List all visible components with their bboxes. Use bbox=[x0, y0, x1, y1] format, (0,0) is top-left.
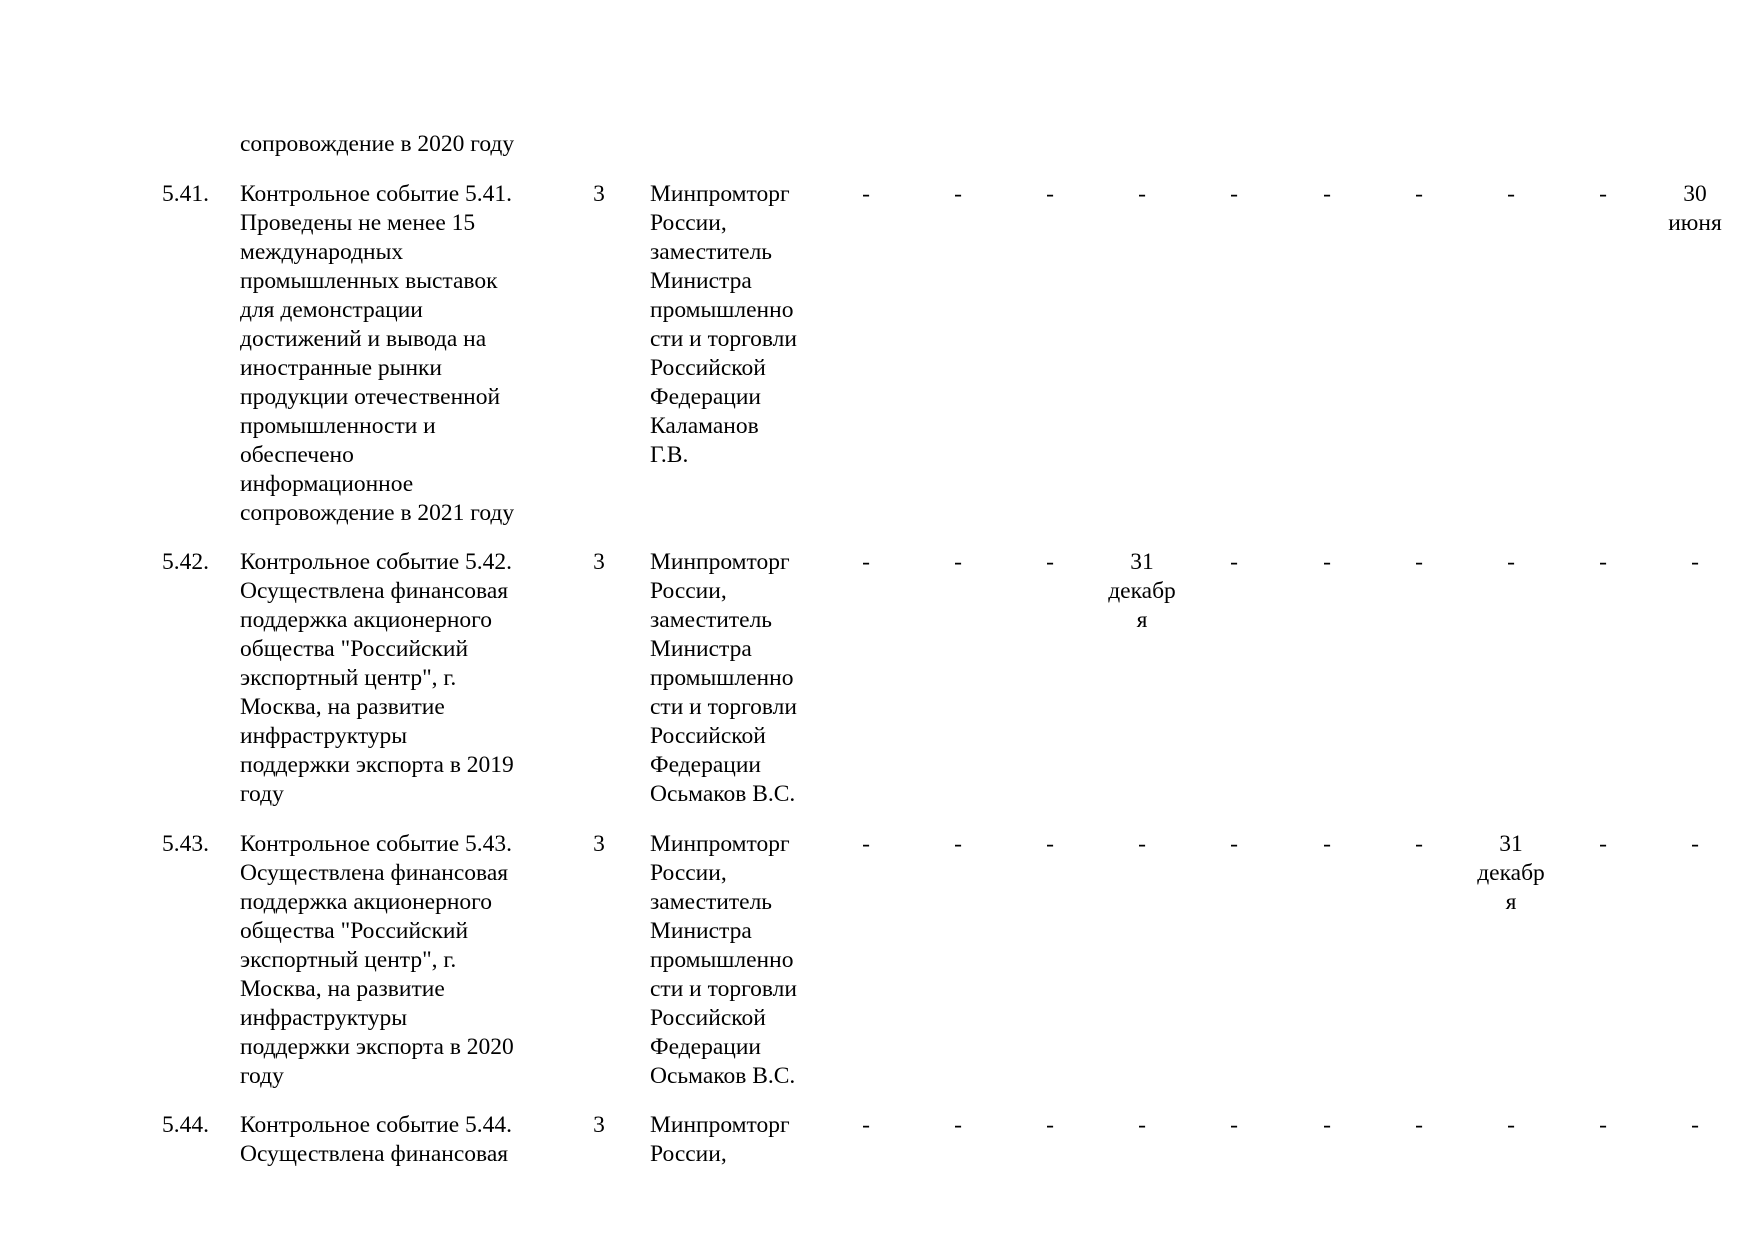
quarter-deadline bbox=[1097, 548, 1187, 635]
quarter-deadline bbox=[1282, 548, 1372, 577]
text-line: - bbox=[1046, 549, 1054, 575]
text-line: Москва, на развитие bbox=[240, 694, 445, 720]
text-line: достижений и вывода на bbox=[240, 326, 487, 352]
text-line: экспортный центр", г. bbox=[240, 947, 457, 973]
text-line: обеспечено bbox=[240, 442, 354, 468]
quarter-deadline bbox=[1005, 830, 1095, 859]
text-line: сопровождение в 2021 году bbox=[240, 500, 515, 526]
quarter-deadline bbox=[1282, 180, 1372, 209]
text-line: - bbox=[1691, 1112, 1699, 1138]
text-line: - bbox=[1323, 1112, 1331, 1138]
text-line: - bbox=[1046, 831, 1054, 857]
responsible-executor bbox=[650, 1111, 830, 1169]
text-line: России, bbox=[650, 578, 727, 604]
quarter-deadline bbox=[1650, 1111, 1740, 1140]
text-line: сти и торговли bbox=[650, 694, 797, 720]
quarter-deadline bbox=[1097, 180, 1187, 209]
text-line: международных bbox=[240, 239, 404, 265]
responsible-executor bbox=[650, 830, 830, 1091]
text-line: - bbox=[1415, 831, 1423, 857]
text-line: - bbox=[1415, 181, 1423, 207]
quarter-deadline bbox=[1374, 830, 1464, 859]
quarter-deadline bbox=[1466, 180, 1556, 209]
responsible-executor bbox=[650, 548, 830, 809]
text-line: Контрольное событие 5.44. bbox=[240, 1112, 513, 1138]
text-line: - bbox=[862, 181, 870, 207]
text-line: Министра bbox=[650, 918, 752, 944]
event-level: 3 bbox=[593, 1112, 605, 1138]
text-line: Москва, на развитие bbox=[240, 976, 445, 1002]
quarter-deadline bbox=[1005, 180, 1095, 209]
text-line: 30 bbox=[1683, 181, 1707, 207]
text-line: - bbox=[954, 831, 962, 857]
text-line: экспортный центр", г. bbox=[240, 665, 457, 691]
text-line: инфраструктуры bbox=[240, 723, 408, 749]
text-line: декабр bbox=[1477, 860, 1545, 886]
text-line: - bbox=[1230, 549, 1238, 575]
quarter-deadline bbox=[1097, 830, 1187, 859]
quarter-deadline bbox=[1097, 1111, 1187, 1140]
text-line: иностранные рынки bbox=[240, 355, 443, 381]
text-line: - bbox=[1230, 831, 1238, 857]
text-line: - bbox=[1230, 181, 1238, 207]
text-line: - bbox=[1323, 831, 1331, 857]
text-line: поддержка акционерного bbox=[240, 607, 492, 633]
text-line: общества "Российский bbox=[240, 636, 469, 662]
quarter-deadline bbox=[1466, 548, 1556, 577]
text-line: - bbox=[862, 831, 870, 857]
text-line: заместитель bbox=[650, 607, 773, 633]
quarter-deadline bbox=[821, 548, 911, 577]
text-line: - bbox=[1599, 831, 1607, 857]
text-line: России, bbox=[650, 210, 727, 236]
quarter-deadline bbox=[1558, 1111, 1648, 1140]
text-line: Министра bbox=[650, 268, 752, 294]
text-line: заместитель bbox=[650, 239, 773, 265]
text-line: Российской bbox=[650, 1005, 766, 1031]
text-line: - bbox=[1599, 181, 1607, 207]
text-line: июня bbox=[1668, 210, 1722, 236]
text-line: я bbox=[1136, 607, 1148, 633]
text-line: Осуществлена финансовая bbox=[240, 1141, 509, 1167]
quarter-deadline bbox=[1466, 1111, 1556, 1140]
event-description bbox=[240, 830, 550, 1091]
quarter-deadline bbox=[1466, 830, 1556, 917]
text-line: общества "Российский bbox=[240, 918, 469, 944]
text-line: - bbox=[1230, 1112, 1238, 1138]
text-line: поддержки экспорта в 2019 bbox=[240, 752, 514, 778]
text-line: - bbox=[1138, 181, 1146, 207]
quarter-deadline bbox=[821, 1111, 911, 1140]
text-line: - bbox=[954, 549, 962, 575]
text-line: 31 bbox=[1499, 831, 1523, 857]
text-line: Проведены не менее 15 bbox=[240, 210, 476, 236]
quarter-deadline bbox=[1650, 830, 1740, 859]
event-description bbox=[240, 1111, 550, 1169]
text-line: Минпромторг bbox=[650, 1112, 790, 1138]
quarter-deadline bbox=[1558, 830, 1648, 859]
quarter-deadline bbox=[1650, 548, 1740, 577]
text-line: я bbox=[1505, 889, 1517, 915]
quarter-deadline bbox=[1558, 180, 1648, 209]
text-line: Контрольное событие 5.43. bbox=[240, 831, 513, 857]
text-line: России, bbox=[650, 1141, 727, 1167]
text-line: - bbox=[1691, 549, 1699, 575]
quarter-deadline bbox=[1189, 180, 1279, 209]
quarter-deadline bbox=[913, 180, 1003, 209]
text-line: - bbox=[1691, 831, 1699, 857]
event-description bbox=[240, 548, 550, 809]
quarter-deadline bbox=[1005, 1111, 1095, 1140]
quarter-deadline bbox=[1282, 830, 1372, 859]
text-line: - bbox=[954, 181, 962, 207]
text-line: Осуществлена финансовая bbox=[240, 578, 509, 604]
quarter-deadline bbox=[1558, 548, 1648, 577]
quarter-deadline bbox=[821, 830, 911, 859]
row-number: 5.42. bbox=[162, 549, 209, 575]
text-line: продукции отечественной bbox=[240, 384, 501, 410]
text-line: Осуществлена финансовая bbox=[240, 860, 509, 886]
text-line: - bbox=[954, 1112, 962, 1138]
text-line: Минпромторг bbox=[650, 549, 790, 575]
text-line: - bbox=[1046, 181, 1054, 207]
text-line: Минпромторг bbox=[650, 181, 790, 207]
text-line: Федерации bbox=[650, 752, 761, 778]
text-line: промышленности и bbox=[240, 413, 436, 439]
event-level: 3 bbox=[593, 181, 605, 207]
text-line: Контрольное событие 5.42. bbox=[240, 549, 513, 575]
text-line: - bbox=[1323, 181, 1331, 207]
text-line: Министра bbox=[650, 636, 752, 662]
text-line: - bbox=[1507, 549, 1515, 575]
text-line: Российской bbox=[650, 723, 766, 749]
text-line: заместитель bbox=[650, 889, 773, 915]
text-line: - bbox=[862, 549, 870, 575]
text-line: поддержки экспорта в 2020 bbox=[240, 1034, 514, 1060]
text-line: промышленных выставок bbox=[240, 268, 498, 294]
text-line: - bbox=[1138, 831, 1146, 857]
quarter-deadline bbox=[1189, 1111, 1279, 1140]
row-number: 5.41. bbox=[162, 181, 209, 207]
text-line: - bbox=[1507, 181, 1515, 207]
text-line: Каламанов bbox=[650, 413, 759, 439]
text-line: - bbox=[1415, 1112, 1423, 1138]
quarter-deadline bbox=[1189, 830, 1279, 859]
text-line: сти и торговли bbox=[650, 976, 797, 1002]
text-line: - bbox=[1323, 549, 1331, 575]
text-line: Российской bbox=[650, 355, 766, 381]
text-line: Контрольное событие 5.41. bbox=[240, 181, 513, 207]
quarter-deadline bbox=[821, 180, 911, 209]
text-line: - bbox=[1415, 549, 1423, 575]
text-line: промышленно bbox=[650, 665, 794, 691]
quarter-deadline bbox=[1282, 1111, 1372, 1140]
quarter-deadline bbox=[1374, 180, 1464, 209]
quarter-deadline bbox=[913, 1111, 1003, 1140]
text-line: Федерации bbox=[650, 1034, 761, 1060]
text-line: - bbox=[1046, 1112, 1054, 1138]
quarter-deadline bbox=[1374, 548, 1464, 577]
text-line: - bbox=[862, 1112, 870, 1138]
quarter-deadline bbox=[1005, 548, 1095, 577]
quarter-deadline bbox=[1374, 1111, 1464, 1140]
text-line: - bbox=[1599, 549, 1607, 575]
text-line: году bbox=[240, 1063, 284, 1089]
text-line: инфраструктуры bbox=[240, 1005, 408, 1031]
responsible-executor bbox=[650, 180, 830, 470]
text-line: декабр bbox=[1108, 578, 1176, 604]
text-line: году bbox=[240, 781, 284, 807]
continuation-text: сопровождение в 2020 году bbox=[240, 131, 515, 157]
quarter-deadline bbox=[913, 830, 1003, 859]
text-line: Г.В. bbox=[650, 442, 689, 468]
quarter-deadline bbox=[913, 548, 1003, 577]
text-line: Федерации bbox=[650, 384, 761, 410]
event-level: 3 bbox=[593, 831, 605, 857]
text-line: промышленно bbox=[650, 947, 794, 973]
text-line: 31 bbox=[1130, 549, 1154, 575]
text-line: Минпромторг bbox=[650, 831, 790, 857]
event-description bbox=[240, 180, 550, 528]
text-line: Осьмаков В.С. bbox=[650, 781, 796, 807]
text-line: для демонстрации bbox=[240, 297, 423, 323]
event-level: 3 bbox=[593, 549, 605, 575]
row-number: 5.44. bbox=[162, 1112, 209, 1138]
row-number: 5.43. bbox=[162, 831, 209, 857]
text-line: сти и торговли bbox=[650, 326, 797, 352]
text-line: Осьмаков В.С. bbox=[650, 1063, 796, 1089]
text-line: - bbox=[1599, 1112, 1607, 1138]
text-line: промышленно bbox=[650, 297, 794, 323]
text-line: - bbox=[1138, 1112, 1146, 1138]
quarter-deadline bbox=[1650, 180, 1740, 238]
quarter-deadline bbox=[1189, 548, 1279, 577]
text-line: - bbox=[1507, 1112, 1515, 1138]
text-line: поддержка акционерного bbox=[240, 889, 492, 915]
text-line: информационное bbox=[240, 471, 414, 497]
text-line: России, bbox=[650, 860, 727, 886]
